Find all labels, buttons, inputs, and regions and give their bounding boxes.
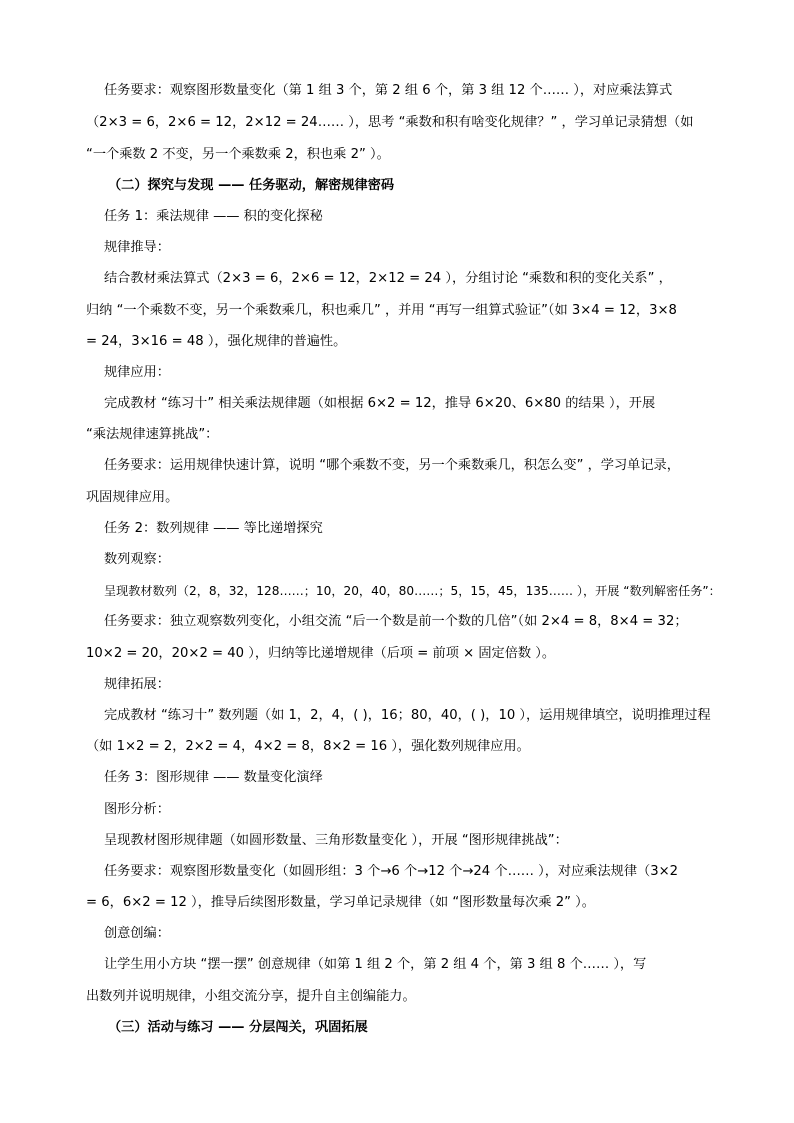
paragraph-line: “乘法规律速算挑战”： xyxy=(86,427,219,442)
task-2-heading: 任务 2：数列规律 —— 等比递增探究 xyxy=(104,521,323,536)
subheading-shape-analysis: 图形分析： xyxy=(104,802,170,817)
paragraph-line: 让学生用小方块 “摆一摆” 创意规律（如第 1 组 2 个，第 2 组 4 个，第 3 组 8 个…… ），写 xyxy=(104,957,647,972)
paragraph-task-requirement-line: 任务要求：观察图形数量变化（第 1 组 3 个，第 2 组 6 个，第 3 组 12 个…… ），对应乘法算式 xyxy=(104,83,673,98)
paragraph-line: 结合教材乘法算式（2×3 = 6，2×6 = 12，2×12 = 24 ），分组讨论 “乘数和积的变化关系” ， xyxy=(104,271,672,286)
paragraph-line: （如 1×2 = 2，2×2 = 4，4×2 = 8，8×2 = 16 ），强化数列规律应用。 xyxy=(86,739,530,754)
paragraph-line: 任务要求：独立观察数列变化，小组交流 “后一个数是前一个数的几倍”（如 2×4 = 8，8×4 = 32； xyxy=(104,614,688,629)
subheading-rule-application: 规律应用： xyxy=(104,365,170,380)
paragraph-line: 呈现教材图形规律题（如圆形数量、三角形数量变化 ），开展 “图形规律挑战”： xyxy=(104,833,568,848)
paragraph-line: 呈现教材数列（2，8，32，128……；10，20，40，80……；5，15，45，135…… ），开展 “数列解密任务”： xyxy=(104,584,721,598)
paragraph-line: “一个乘数 2 不变，另一个乘数乘 2，积也乘 2” ）。 xyxy=(86,147,390,162)
section-heading-2: （二）探究与发现 —— 任务驱动，解密规律密码 xyxy=(108,178,395,193)
paragraph-line: （2×3 = 6，2×6 = 12，2×12 = 24…… ），思考 “乘数和积有啥变化规律？” ，学习单记录猜想（如 xyxy=(86,115,694,130)
task-3-heading: 任务 3：图形规律 —— 数量变化演绎 xyxy=(104,770,323,785)
paragraph-line: 任务要求：运用规律快速计算，说明 “哪个乘数不变，另一个乘数乘几，积怎么变” ，学习单记录， xyxy=(104,458,680,473)
paragraph-line: = 24，3×16 = 48 ），强化规律的普遍性。 xyxy=(86,334,347,349)
paragraph-line: 10×2 = 20，20×2 = 40 ），归纳等比递增规律（后项 = 前项 × 固定倍数 ）。 xyxy=(86,646,556,661)
paragraph-line: 巩固规律应用。 xyxy=(86,490,179,505)
paragraph-line: 完成教材 “练习十” 数列题（如 1，2，4，( )，16；80，40，( )，10 ），运用规律填空，说明推理过程 xyxy=(104,708,711,723)
paragraph-line: 出数列并说明规律，小组交流分享，提升自主创编能力。 xyxy=(86,989,416,1004)
subheading-sequence-observation: 数列观察： xyxy=(104,552,170,567)
paragraph-line: 任务要求：观察图形数量变化（如圆形组：3 个→6 个→12 个→24 个…… ），对应乘法规律（3×2 xyxy=(104,864,679,879)
section-heading-3: （三）活动与练习 —— 分层闯关，巩固拓展 xyxy=(108,1020,368,1035)
paragraph-line: 归纳 “一个乘数不变，另一个乘数乘几，积也乘几” ，并用 “再写一组算式验证”（如 3×4 = 12，3×8 xyxy=(86,303,677,318)
task-1-heading: 任务 1：乘法规律 —— 积的变化探秘 xyxy=(104,209,323,224)
subheading-creative-design: 创意创编： xyxy=(104,926,170,941)
paragraph-line: 完成教材 “练习十” 相关乘法规律题（如根据 6×2 = 12，推导 6×20、6×80 的结果 ），开展 xyxy=(104,396,656,411)
subheading-rule-extension: 规律拓展： xyxy=(104,677,170,692)
subheading-rule-derivation: 规律推导： xyxy=(104,240,170,255)
paragraph-line: = 6，6×2 = 12 ），推导后续图形数量，学习单记录规律（如 “图形数量每次乘 2” ）。 xyxy=(86,895,595,910)
